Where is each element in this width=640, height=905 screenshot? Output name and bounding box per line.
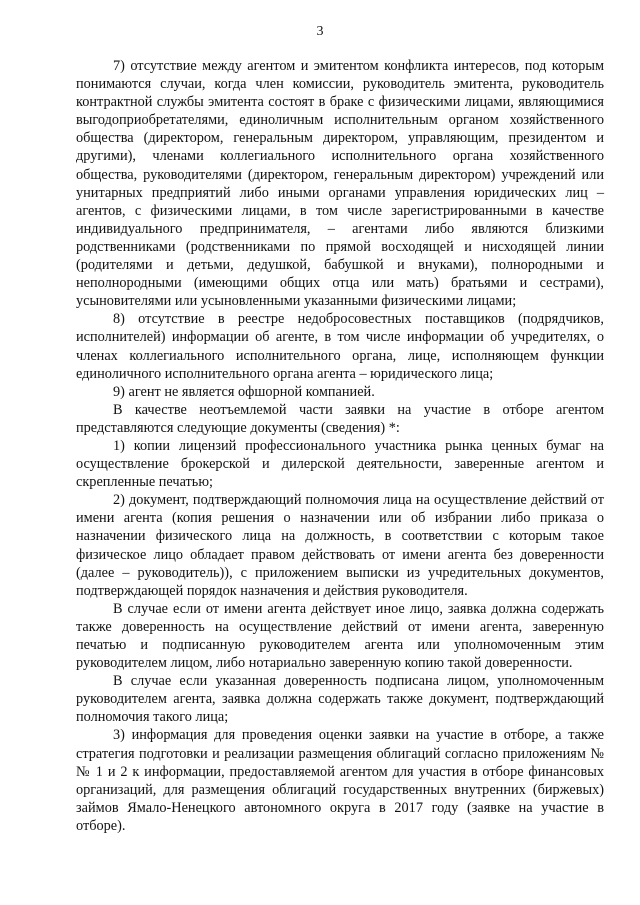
- paragraph-doc-2-authority-document: 2) документ, подтверждающий полномочия лица на осуществление действий от имени агента (копия решения о назначении или об избрании либо приказа о назначении физического лица на должность, в соответствии с которым такое физическое лицо обладает правом действовать от имени агента без доверенности (далее – руководитель)), с приложением выписки из учредительных документов, подтверждающей порядок назначения и действия руководителя.: [76, 492, 604, 599]
- paragraph-doc-1-licenses: 1) копии лицензий профессионального участника рынка ценных бумаг на осуществление брокерской и дилерской деятельности, заверенные агентом и скрепленные печатью;: [76, 437, 604, 491]
- page-number: 3: [316, 24, 324, 39]
- paragraph-power-of-attorney: В случае если от имени агента действует иное лицо, заявка должна содержать также доверенность на осуществление действий от имени агента, заверенную печатью и подписанную руководителем агента или уполномоченным этим руководителем лицом, либо нотариально заверенную копию такой доверенности.: [76, 600, 604, 672]
- paragraph-doc-3-evaluation-info: 3) информация для проведения оценки заявки на участие в отборе, а также стратегия подготовки и реализации размещения облигаций согласно приложениям №№ 1 и 2 к информации, предоставляемой агентом для участия в отборе финансовых организаций, для размещения облигаций государственных внутренних (биржевых) займов Ямало-Ненецкого автономного округа в 2017 году (заявке на участие в отборе).: [76, 727, 604, 834]
- paragraph-item-9-offshore: 9) агент не является офшорной компанией.: [113, 383, 375, 400]
- paragraph-required-documents-intro: В качестве неотъемлемой части заявки на участие в отборе агентом представляются следующие документы (сведения) *:: [76, 401, 604, 436]
- paragraph-item-8-unfair-suppliers-registry: 8) отсутствие в реестре недобросовестных поставщиков (подрядчиков, исполнителей) информации об агенте, в том числе информации об учредителях, о членах коллегиального исполнительного органа, лице, исполняющем функции единоличного исполнительного органа агента – юридического лица;: [76, 311, 604, 382]
- paragraph-item-7-conflict-of-interest: 7) отсутствие между агентом и эмитентом конфликта интересов, под которым понимаются случаи, когда член комиссии, руководитель эмитента, руководитель контрактной службы эмитента состоят в браке с физическими лицами, являющимися выгодоприобретателями, единоличным исполнительным органом хозяйственного общества (директором, генеральным директором, управляющим, президентом и другими), членами коллегиального исполнительного органа хозяйственного общества, руководителями (директором, генеральным директором) учреждений или унитарных предприятий либо иными органами управления юридических лиц – агентов, с физическими лицами, в том числе зарегистрированными в качестве индивидуального предпринимателя, – агентами либо являются близкими родственниками (родственниками по прямой восходящей и нисходящей линии (родителями и детьми, дедушкой, бабушкой и внуками), полнородными и неполнородными (имеющими общих отца или мать) братьями и сестрами), усыновителями или усыновленными указанными физическими лицами;: [76, 58, 604, 310]
- paragraph-power-of-attorney-signed: В случае если указанная доверенность подписана лицом, уполномоченным руководителем агента, заявка должна содержать также документ, подтверждающий полномочия такого лица;: [76, 673, 604, 726]
- document-body: [76, 57, 604, 835]
